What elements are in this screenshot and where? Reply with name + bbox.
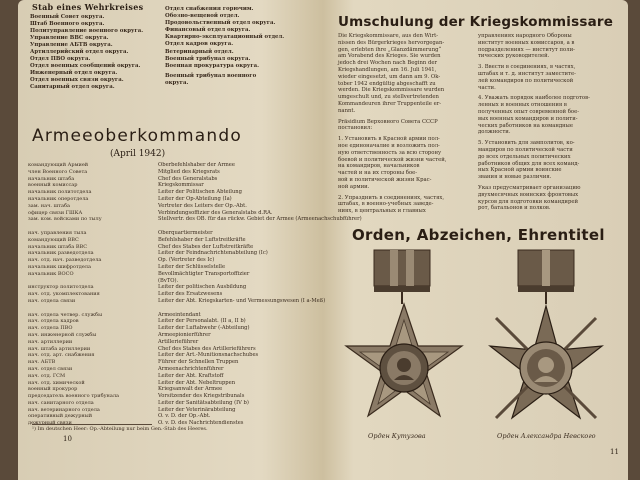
text-line: Штаб Военного округа. <box>30 21 105 27</box>
footnote: ¹) Im deutschen Heer: Op.-Abteilung nur beim Gen.-Stab des Heeres. <box>32 426 208 432</box>
roster-russian: член Военного Совета <box>28 168 88 175</box>
article-line: nissen des Bürgerkrieges hervorgegan- <box>338 39 445 46</box>
roster-row <box>28 169 318 176</box>
roster-german: Leiter der Abt. Kraftstoff <box>158 372 224 379</box>
roster-row <box>28 291 318 298</box>
article-heading: Umschulung der Kriegskommissare <box>338 14 614 30</box>
roster-russian: оперативный дежурный <box>28 413 93 420</box>
article-line: gen, erlebten ihre „Glanzdämmerung“ <box>338 46 442 53</box>
roster-german: Stellvertr. des OB. für das rückw. Gebiet der Armee (Armeenachschubführer) <box>158 216 362 223</box>
roster-german: Leiter der politischen Ausbildung <box>158 284 247 291</box>
roster-german: O. v. D. des Nachrichtendienstes <box>158 420 244 427</box>
roster-german: Kriegsanwalt der Armee <box>158 386 223 393</box>
roster-row <box>28 393 318 400</box>
article-line: курсов для подготовки командирей <box>478 198 579 205</box>
article-line: должности. <box>478 129 511 136</box>
roster-row <box>28 305 318 312</box>
roster-russian: офицер связи ГШКА <box>28 209 83 216</box>
roster-german: Verbindungsoffizier des Generalstabs d.RA. <box>158 209 273 216</box>
roster-russian: нач. отд. укомплектования <box>28 291 100 298</box>
text-line: Управление ВВС округа. <box>30 35 109 41</box>
roster-german: Leiter der Art.-Munitionsnachschubes <box>158 352 259 359</box>
text-line: Ветеринарный отдел. <box>165 48 234 55</box>
text-line: Политуправление военного округа. <box>30 28 144 34</box>
article-line: ное единоначалие и возложить пол- <box>338 142 440 149</box>
roster-german: Leiter der Feindnachrichtenabteilung (Ic) <box>158 250 268 257</box>
roster-row <box>28 237 318 244</box>
article-line: управлениях народного Обороны <box>478 33 572 39</box>
text-line: Отдел ПВО округа. <box>30 56 91 62</box>
roster-russian: нач. отдела кадров <box>28 318 79 325</box>
article-line: мандиров по политической части <box>478 146 573 153</box>
article-line: Kommandeuren ihrer Truppenteile er- <box>338 100 442 107</box>
roster-russian: дежурный связи <box>28 420 72 427</box>
roster-russian: начальник шифротдела <box>28 263 91 270</box>
roster-german: Vertreter des Leiters der Op.-Abt. <box>158 202 247 209</box>
roster-russian: нач. штаба артиллерии <box>28 345 91 352</box>
roster-german: Leiter der Op-Abteilung (Ia) <box>158 195 232 202</box>
roster-row <box>28 284 318 291</box>
article-line: am Vorabend des Krieges. Sie wurden <box>338 53 441 60</box>
roster-russian: нач. отд. ГСМ <box>28 372 66 379</box>
roster-russian: военный прокурор <box>28 386 78 393</box>
roster-row <box>28 182 318 189</box>
article-line: рот, батальонов и полков. <box>478 205 551 212</box>
roster-russian: нач. ветеринарного отдела <box>28 406 100 413</box>
roster-russian: нач. отд. арт. снабжения <box>28 352 95 359</box>
roster-german: Leiter der Luftabwehr (-Abteilung) <box>158 325 250 332</box>
roster-german: Oberquartiermeister <box>158 229 213 236</box>
text-line: Продовольственный отдел округа. <box>165 20 276 27</box>
article-line: ных Красной армии воинские <box>478 167 562 174</box>
article-line: Kriegshandlungen, am 16. Juli 1941, <box>338 66 437 73</box>
roster-german: Leiter der Sanitätsabteilung (IV b) <box>158 399 249 406</box>
article-line: вых военных командиров и полити- <box>478 115 578 122</box>
roster-row <box>28 359 318 366</box>
roster-row <box>28 162 318 169</box>
roster-row <box>28 271 318 278</box>
roster-russian: нач. отдел связи <box>28 365 73 372</box>
roster-russian: нач. управления тыла <box>28 229 87 236</box>
article-column-1 <box>338 33 478 215</box>
page-number-right: 11 <box>610 448 619 456</box>
roster-russian: инструктор политотдела <box>28 284 94 291</box>
roster-row <box>28 203 318 210</box>
roster-row <box>28 339 318 346</box>
roster-row <box>28 407 318 414</box>
medal-nevsky-icon <box>482 246 612 436</box>
article-line: wieder eingesetzt, um dann am 9. Ok- <box>338 73 441 80</box>
roster-russian: нач. отдела ПВО <box>28 325 73 332</box>
text-line: Отдел военных связи округа. <box>30 77 124 83</box>
article-line: лей командиров по политической <box>478 77 574 84</box>
article-line: институт военных комиссаров, а в <box>478 39 575 46</box>
orden-heading: Orden, Abzeichen, Ehrentitel <box>352 226 605 244</box>
roster-russian: нач. отдела четвер. службы <box>28 311 103 318</box>
roster-german: Leiter der Politischen Abteilung <box>158 189 242 196</box>
article-line: постановил: <box>338 125 373 132</box>
text-line: Инженерный отдел округа. <box>30 70 118 76</box>
article-line: tober 1942 endgültig abgeschafft zu <box>338 80 436 87</box>
roster-german <box>158 305 316 312</box>
article-line: ниях, в центральных и главных <box>338 208 426 215</box>
text-line: Управление АБТВ округа. <box>30 42 113 48</box>
text-line: Финансовый отдел округа. <box>165 27 251 34</box>
article-line: ческих работников на командные <box>478 122 574 129</box>
article-line: ленных и военных отношения в <box>478 102 567 109</box>
roster-russian: нач. отд. химической <box>28 379 85 386</box>
roster-russian: военный комиссар <box>28 182 78 189</box>
text-line: Обозно-вещевой отдел. <box>165 13 240 20</box>
roster-row <box>28 373 318 380</box>
article-line: umgeschult und, zu stellvertretenden <box>338 94 439 101</box>
roster-row <box>28 297 326 305</box>
roster-german: Führer der Schnellen Truppen <box>158 359 239 366</box>
roster-russian: нач. отдела связи <box>28 297 76 304</box>
article-line: части. <box>478 84 496 91</box>
text-line: Отдел кадров округа. <box>165 41 234 48</box>
roster-russian: командующий ВВС <box>28 236 79 243</box>
article-line: звания и новые различия. <box>478 174 552 181</box>
roster-row <box>28 325 318 332</box>
article-line: 4. Уважать порядок наиболее подготов- <box>478 95 590 102</box>
caption-kutuzov: Орден Кутузова <box>368 432 426 440</box>
roster-russian <box>28 278 158 285</box>
text-line: Отдел снабжения горючим. <box>165 6 254 12</box>
article-line: jedoch drei Wochen nach Beginn der <box>338 60 438 67</box>
roster-russian: нач. АБТВ <box>28 359 56 366</box>
article-line: 3. Ввести в соединениях, в частях, <box>478 64 576 71</box>
article-line: werden. Die Kriegskommissare wurden <box>338 87 445 94</box>
roster-german: Leiter der Schlüsselstelle <box>158 263 226 270</box>
article-line: до всех отдельных политических <box>478 153 571 160</box>
roster-german: Leiter der Abt. Nebeltruppen <box>158 379 236 386</box>
article-line: nannt. <box>338 107 356 114</box>
roster-row <box>28 223 318 230</box>
article-line: работников общих для всех команд- <box>478 160 580 167</box>
section-heading: Armeeoberkommando <box>32 126 242 146</box>
roster-german: Leiter der Personalabt. (II a, II b) <box>158 318 246 325</box>
section-subheading: (April 1942) <box>110 149 166 159</box>
article-line: тических руководителей. <box>478 53 550 60</box>
roster-row <box>28 366 318 373</box>
article-line: ной армии. <box>338 183 370 190</box>
roster-german: Chef des Generalstabs <box>158 175 218 182</box>
text-line: Военный Совет округа. <box>30 14 105 20</box>
text-line: Артиллерийский отдел округа. <box>30 49 129 55</box>
roster-row <box>28 189 318 196</box>
roster-row <box>28 257 318 264</box>
article-column-2 <box>478 33 610 212</box>
roster-russian: председатель военного трибунала <box>28 393 120 400</box>
roster-german: (BvTO). <box>158 277 179 284</box>
footnote-rule <box>32 424 152 425</box>
roster-german: Armeenachrichtenführer <box>158 365 224 372</box>
roster-german: Chef des Stabes des Artillerieführers <box>158 345 256 352</box>
roster-row <box>28 332 318 339</box>
roster-row <box>28 230 318 237</box>
article-line: 1. Установить в Красной армии пол- <box>338 136 440 143</box>
text-line: Военный трибунал военного <box>165 72 257 79</box>
text-line: Санитарный отдел округа. <box>30 84 115 90</box>
roster-german: Oberbefehlshaber der Armee <box>158 162 235 168</box>
text-line: Военная прокуратура округа. <box>165 62 260 69</box>
roster-row <box>28 400 318 407</box>
roster-german: O. v. D. der Op.-Abt. <box>158 413 211 420</box>
roster-russian: нач. отд. нач. разведотдела <box>28 257 102 264</box>
text-line: Квартирно-эксплуатационный отдел. <box>165 34 285 41</box>
text-line: округа. <box>165 79 189 86</box>
article-line: подразделениях — институт поли- <box>478 46 575 53</box>
roster-german: Op. (Vertreter des Ic) <box>158 257 215 264</box>
roster-russian: начальник штаба ВВС <box>28 243 88 250</box>
roster-russian: начальник разведотдела <box>28 250 94 257</box>
roster-row <box>28 216 362 223</box>
roster-german: Bevollmächtigter Transportoffizier <box>158 270 250 277</box>
article-line: полученных опыт современной бое- <box>478 108 580 115</box>
roster-russian: зам. ком. войсками по тылу <box>28 216 102 223</box>
roster-german: Chef des Stabes der Luftstreitkräfte <box>158 243 254 250</box>
roster-german: Mitglied des Kriegsrats <box>158 168 220 175</box>
roster-row <box>28 176 318 183</box>
roster-german: Leiter der Abt. Kriegskarten- und Vermessungswesen (I a-Meß) <box>158 297 326 304</box>
roster-german: Artillerieführer <box>158 338 199 345</box>
office-list <box>165 6 315 87</box>
roster-russian: нач. артиллерии <box>28 338 73 345</box>
roster-russian: начальник штаба <box>28 175 75 182</box>
roster-german: Befehlshaber der Luftstreitkräfte <box>158 236 246 243</box>
text-line: Отдел военных сообщений округа. <box>30 63 141 69</box>
article-line: двухмесячных воинских фронтовых <box>478 191 579 198</box>
roster-row <box>28 352 318 359</box>
roster-russian: командующий Армией <box>28 162 89 168</box>
roster-russian: нач. инженерной службы <box>28 331 97 338</box>
roster-russian: зам. нач. штаба <box>28 202 70 209</box>
roster-row <box>28 196 318 203</box>
medal-kutuzov-icon <box>344 246 464 436</box>
page-number-left: 10 <box>63 435 72 443</box>
article-line: Die Kriegskommissare, aus den Wirt- <box>338 33 439 39</box>
roster-russian: начальник политотдела <box>28 189 92 196</box>
article-line: 5. Установить для замполитов, ко- <box>478 140 575 147</box>
article-line: боевой и политической жизни частей, <box>338 156 447 163</box>
roster-german: Leiter der Veterinärabteilung <box>158 406 236 413</box>
roster-russian: начальник оперотдела <box>28 195 89 202</box>
roster-row <box>28 264 318 271</box>
roster-russian <box>28 305 158 312</box>
article-line: вой и политической жизни Крас- <box>338 176 432 183</box>
roster-row <box>28 413 318 420</box>
roster-row <box>28 278 318 285</box>
roster-german: Leiter des Ersatzwesens <box>158 291 223 298</box>
article-line: ную ответственность за всю сторону <box>338 149 442 156</box>
roster-german: Vorsitzender des Kriegstribunals <box>158 393 245 400</box>
article-line: штабах и т. д. институт заместите- <box>478 70 576 77</box>
article-line: Указ предусматривает организацию <box>478 184 581 191</box>
roster-german <box>158 223 316 230</box>
article-line: на командиров, начальников <box>338 163 420 170</box>
roster-row <box>28 380 318 387</box>
text-line: Военный трибунал округа. <box>165 55 251 62</box>
roster-russian: нач. санитарного отдела <box>28 399 94 406</box>
roster-russian: начальник ВОСО <box>28 270 74 277</box>
article-line: штабах, в военно-учебных заведе- <box>338 201 434 208</box>
article-line: 2. Упразднить в соединениях, частях, <box>338 194 445 201</box>
stab-title: Stab eines Wehrkreises <box>32 2 144 12</box>
article-line: Präsidium Верховного Совета СССР <box>338 118 438 125</box>
caption-nevsky: Орден Александра Невского <box>497 432 596 440</box>
stab-list <box>30 14 158 91</box>
roster-german: Armeepionierführer <box>158 331 211 338</box>
roster-german: Armeeintendant <box>158 311 201 318</box>
roster-russian <box>28 223 158 230</box>
roster-german: Kriegskommissar <box>158 182 204 189</box>
article-line: частей и на их стороны бое- <box>338 170 418 177</box>
